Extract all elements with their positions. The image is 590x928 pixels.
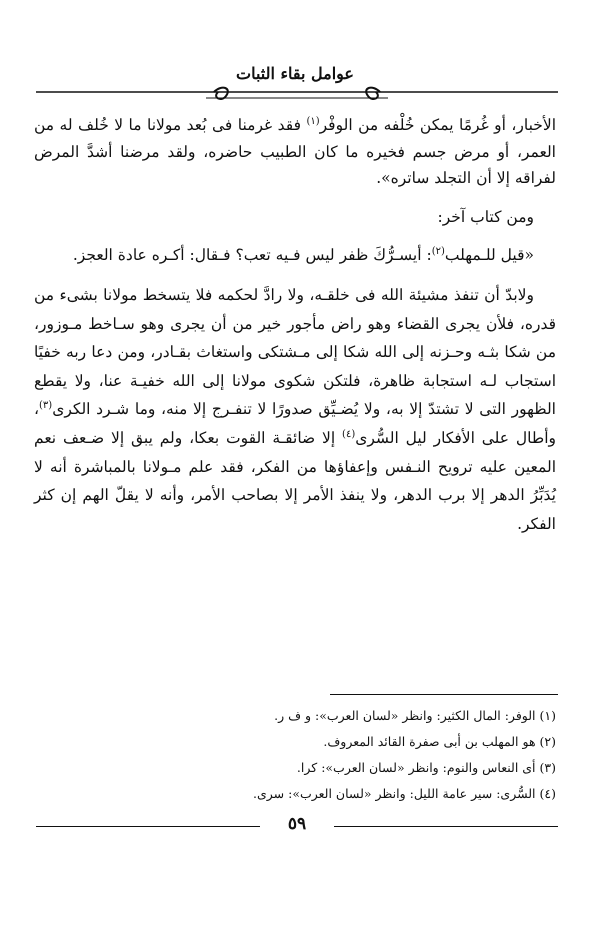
footnotes <box>34 703 556 807</box>
footnote-marker: (٤) <box>342 428 356 440</box>
paragraph: «قيل للـمهلب$^{(٢)}$: أيسـرُّكَ ظفر ليس فـيه تعب؟ فـقال: أكـره عادة العجز. <box>72 246 534 265</box>
header-ornament-rule <box>36 84 558 110</box>
paragraph: ومن كتاب آخر: <box>437 207 534 226</box>
paragraph: ولابدّ أن تنفذ مشيئة الله فى خلقـه، ولا رادَّ لحكمه فلا يتسخط مولانا بشىء من قدره، فلأن يجرى القضاء وهو راض مأجور خير من أن يجرى وهو سـاخط مـوزور، من شكا بثـه وحـزنه إلى الله شكا إلى مـشتكى واستغاث بقـادر، ومن دعا ربه خفيًا استجاب لـه استجابة ظاهرة، فلتكن شكوى مولانا إلى الله خفيـة عنا، ولا يقطع الظهور التى لا تشتدّ إلا به، ولا يُضـيِّق صدورًا لا تنفـرج إلا منه، وما شـرد الكرى$^{(٣)}$، وأطال على الأفكار ليل السُّرى$^{(٤)}$ إلا ضائقـة القوت بعكا، ولم يبق إلا ضـعف نعم المعين عليه ترويح النـفس وإعفاؤها من الفكر، فقد علم مـولانا بالمباشرة أنه لا يُدَبِّرُ الدهر إلا برب الدهر، ولا ينفذ الأمر إلا بصاحب الأمر، وأنه لا يقلّ الهم إن كثر الفكر. <box>34 285 556 533</box>
footnote: (١) الوفر: المال الكثير: وانظر «لسان العرب»: و ف ر. <box>274 708 556 723</box>
footnote-separator <box>330 694 558 695</box>
footnote: (٣) أى النعاس والنوم: وانظر «لسان العرب»: كرا. <box>296 760 556 775</box>
paragraph: الأخبار، أو غُرمًا يمكن خُلْفه من الوفْر$^{(١)}$ فقد غرمنا فى بُعد مولانا ما لا خُلف له من العمر، أو مرض جسم فخيره ما كان الطبيب حاضره، ولقد مرضنا أشدَّ المرض لفراقه إلا أن التجلد ساتره». <box>34 115 557 188</box>
footer-rule <box>36 826 260 827</box>
body-text <box>34 112 556 538</box>
footnote: (٢) هو المهلب بن أبى صفرة القائد المعروف. <box>323 734 556 749</box>
footnote-marker: (٢) <box>431 246 445 258</box>
running-header-title: عوامل بقاء الثبات <box>236 64 354 83</box>
footnote: (٤) السُّرى: سير عامة الليل: وانظر «لسان العرب»: سرى. <box>253 786 556 801</box>
footer-rule <box>334 826 558 827</box>
footnote-marker: (١) <box>306 115 320 127</box>
page-number: ٥٩ <box>287 814 307 834</box>
footnote-marker: (٣) <box>39 400 53 412</box>
